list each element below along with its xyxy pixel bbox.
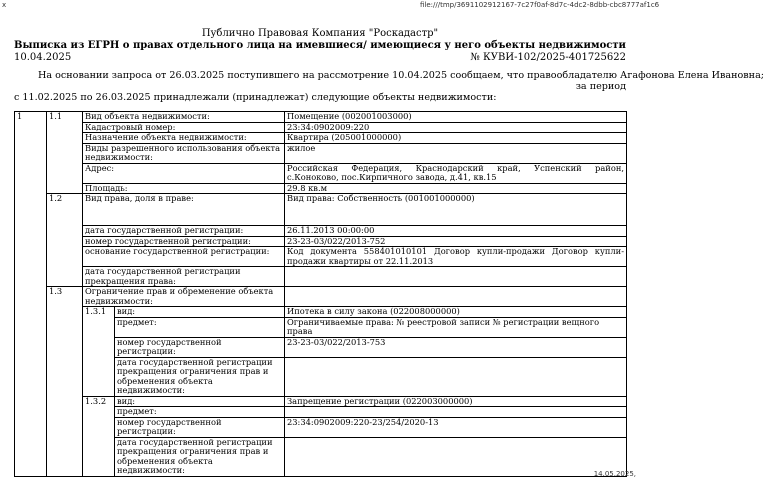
cell-label: Назначение объекта недвижимости: (83, 133, 285, 144)
cell-value (285, 407, 627, 418)
cell-label: номер государственной регистрации: (115, 417, 285, 437)
cell-label: вид: (115, 307, 285, 318)
cell-value (285, 287, 627, 307)
cell-label: предмет: (115, 407, 285, 418)
cell-label: основание государственной регистрации: (83, 247, 285, 267)
cell-value: Российская Федерация, Краснодарский край, Успенский район, с.Коноково, пос.Кирпичного завода, д.41, кв.15 (285, 163, 627, 183)
cell-label: Адрес: (83, 163, 285, 183)
intro-line-1: На основании запроса от 26.03.2025 поступившего на рассмотрение 10.04.2025 сообщаем, что правообладателю Агафонова Елена Ивановна; (38, 70, 764, 81)
cell-label: дата государственной регистрации прекращения ограничения прав и обременения объекта недвижимости: (115, 437, 285, 476)
table-row (15, 122, 627, 133)
cell-label: Площадь: (83, 183, 285, 194)
table-row (15, 183, 627, 194)
table-row (15, 287, 627, 307)
encumbrance-header: Ограничение прав и обременение объекта недвижимости: (83, 287, 285, 307)
cell-label: номер государственной регистрации: (83, 236, 285, 247)
cell-value (285, 357, 627, 396)
row-number-1-3-1: 1.3.1 (83, 307, 115, 397)
cell-value: 29.8 кв.м (285, 183, 627, 194)
cell-value: Код документа 558401010101 Договор купли-продажи Договор купли-продажи квартиры от 22.11.2013 (285, 247, 627, 267)
table-row (15, 133, 627, 144)
intro-line-2: за период (575, 81, 626, 92)
cell-value: 23:34:0902009:220 (285, 122, 627, 133)
table-row (15, 267, 627, 287)
browser-print-header (0, 0, 660, 12)
company-name: Публично Правовая Компания "Роскадастр" (201, 28, 439, 39)
row-number-1-3-2: 1.3.2 (83, 396, 115, 476)
table-row (15, 236, 627, 247)
cell-label: Виды разрешенного использования объекта недвижимости: (83, 143, 285, 163)
table-row (15, 143, 627, 163)
table-row (15, 396, 627, 407)
cell-label: Вид объекта недвижимости: (83, 112, 285, 123)
table-row (15, 112, 627, 123)
document-title: Выписка из ЕГРН о правах отдельного лица на имевшиеся/ имеющиеся у него объекты недвижимости (14, 40, 626, 51)
intro-line-3: с 11.02.2025 по 26.03.2025 принадлежали (принадлежат) следующие объекты недвижимости: (14, 92, 497, 103)
cell-label: дата государственной регистрации: (83, 226, 285, 237)
cell-value: 23:34:0902009:220-23/254/2020-13 (285, 417, 627, 437)
table-row (15, 307, 627, 318)
cell-value: Вид права: Собственность (001001000000) (285, 194, 627, 226)
cell-value: Запрещение регистрации (022003000000) (285, 396, 627, 407)
cell-value (285, 437, 627, 476)
row-number-1: 1 (15, 112, 47, 477)
row-number-1-1: 1.1 (47, 112, 83, 194)
table-row (15, 226, 627, 237)
cell-value: 23-23-03/022/2013-752 (285, 236, 627, 247)
document-number: № КУВИ-102/2025-401725622 (470, 52, 626, 63)
cell-label: номер государственной регистрации: (115, 337, 285, 357)
print-header-url: file:///tmp/3691102912167-7c27f0af-8d7c-4dc2-8dbb-cbc8777af1c6 (420, 1, 660, 9)
document-date: 10.04.2025 (14, 52, 72, 63)
table-row (15, 163, 627, 183)
cell-value: 23-23-03/022/2013-753 (285, 337, 627, 357)
cell-value: жилое (285, 143, 627, 163)
cell-value: 26.11.2013 00:00:00 (285, 226, 627, 237)
print-header-left: x (2, 1, 7, 9)
cell-value (285, 267, 627, 287)
print-footer-date: 14.05.2025, (593, 470, 636, 478)
cell-value: Ипотека в силу закона (022008000000) (285, 307, 627, 318)
cell-label: предмет: (115, 317, 285, 337)
row-number-1-3: 1.3 (47, 287, 83, 477)
cell-value: Ограничиваемые права: № реестровой записи № регистрации вещного права (285, 317, 627, 337)
cell-value: Квартира (205001000000) (285, 133, 627, 144)
cell-label: дата государственной регистрации прекращения права: (83, 267, 285, 287)
row-number-1-2: 1.2 (47, 194, 83, 287)
table-row (15, 247, 627, 267)
cell-label: вид: (115, 396, 285, 407)
cell-label: Вид права, доля в праве: (83, 194, 285, 226)
cell-label: дата государственной регистрации прекращения ограничения прав и обременения объекта недвижимости: (115, 357, 285, 396)
cell-value: Помещение (002001003000) (285, 112, 627, 123)
property-table (14, 111, 627, 477)
table-row (15, 194, 627, 226)
cell-label: Кадастровый номер: (83, 122, 285, 133)
